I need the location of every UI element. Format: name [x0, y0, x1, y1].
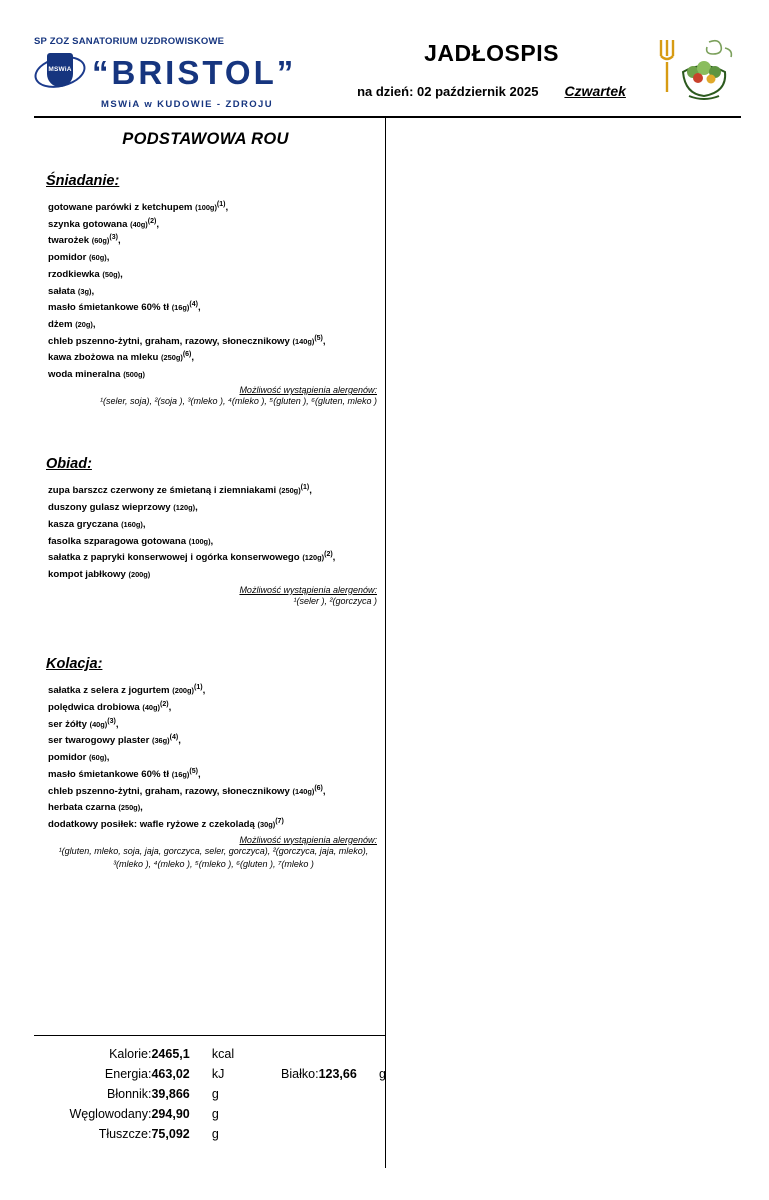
menu-item: woda mineralna (500g)	[48, 369, 145, 381]
brand-name: “BRISTOL”	[92, 53, 297, 91]
menu-column-right	[386, 118, 741, 1168]
menu-item: kasza gryczana (160g),	[48, 519, 146, 531]
nutrition-label-secondary	[251, 1124, 319, 1144]
title-block	[334, 28, 649, 99]
nutrition-table	[34, 1044, 386, 1144]
meal-title-kolacja: Kolacja:	[46, 656, 103, 673]
menu-column-left	[34, 118, 386, 1168]
table-row	[34, 1104, 386, 1124]
meal-block-obiad	[34, 456, 377, 608]
menu-item: pomidor (60g),	[48, 752, 110, 764]
nutrition-unit-secondary: g	[379, 1067, 386, 1081]
nutrition-label-secondary	[251, 1044, 319, 1064]
nutrition-unit: g	[211, 1127, 219, 1141]
nutrition-label: Tłuszcze:	[98, 1127, 152, 1141]
menu-item: ser żółty $(40g)^{(3)}$,	[48, 717, 119, 730]
nutrition-value: 39,866	[151, 1087, 190, 1101]
menu-item: pomidor (60g),	[48, 252, 110, 264]
menu-item: sałata (3g),	[48, 285, 95, 297]
menu-item: sałatka z papryki konserwowej i ogórka konserwowego $(120g)^{(2)}$,	[48, 551, 336, 564]
meal-items-obiad	[46, 482, 377, 582]
nutrition-value-secondary	[319, 1124, 379, 1144]
menu-item: dodatkowy posiłek: wafle ryżowe z czekoladą $(30g)^{(7)}$	[48, 817, 284, 831]
allergen-header-obiad: Możliwość wystąpienia alergenów:	[239, 584, 377, 595]
menu-item: polędwica drobiowa $(40g)^{(2)}$,	[48, 700, 172, 714]
nutrition-value-secondary	[319, 1084, 379, 1104]
diet-name: PODSTAWOWA ROU	[122, 130, 289, 148]
document-header	[0, 0, 769, 110]
page-title: JADŁOSPIS	[424, 40, 559, 66]
badge-label: MSWiA	[47, 53, 73, 87]
menu-item: dżem (20g),	[48, 319, 96, 331]
menu-item: gotowane parówki z ketchupem $(100g)^{(1)}$,	[48, 201, 229, 214]
menu-item: duszony gulasz wieprzowy (120g),	[48, 502, 198, 514]
table-row	[34, 1084, 386, 1104]
menu-date: na dzień: 02 październik 2025	[357, 84, 539, 99]
nutrition-unit: g	[211, 1107, 219, 1121]
nutrition-unit-secondary	[379, 1104, 386, 1124]
menu-item: kompot jabłkowy (200g)	[48, 569, 151, 581]
menu-item: rzodkiewka (50g),	[48, 269, 123, 281]
meal-block-kolacja	[34, 656, 377, 871]
nutrition-unit-secondary	[379, 1124, 386, 1144]
allergen-header-kolacja: Możliwość wystąpienia alergenów:	[239, 834, 377, 845]
meal-items-kolacja	[46, 682, 377, 832]
nutrition-label-secondary	[251, 1104, 319, 1124]
menu-item: chleb pszenno-żytni, graham, razowy, słonecznikowy $(140g)^{(5)}$,	[48, 334, 326, 347]
menu-item: herbata czarna (250g),	[48, 802, 143, 814]
nutrition-label: Węglowodany:	[69, 1107, 152, 1121]
meal-block-sniadanie	[34, 173, 377, 408]
table-row	[34, 1064, 386, 1084]
allergen-text-obiad: ¹(seler ), ²(gorczyca )	[293, 595, 377, 606]
menu-item: masło śmietankowe 60% tł $(16g)^{(5)}$,	[48, 767, 201, 780]
nutrition-label: Kalorie:	[109, 1047, 152, 1061]
meal-items-sniadanie	[46, 199, 377, 383]
menu-item: zupa barszcz czerwony ze śmietaną i ziemniakami $(250g)^{(1)}$,	[48, 484, 312, 497]
meal-title-obiad: Obiad:	[46, 456, 92, 473]
menu-item: kawa zbożowa na mleku $(250g)^{(6)}$,	[48, 351, 195, 364]
table-row	[34, 1044, 386, 1064]
institution-logo	[34, 28, 334, 110]
nutrition-unit: kcal	[211, 1047, 235, 1061]
menu-item: fasolka szparagowa gotowana (100g),	[48, 535, 214, 547]
nutrition-value: 75,092	[151, 1127, 190, 1141]
nutrition-label: Energia:	[104, 1067, 152, 1081]
meal-title-sniadanie: Śniadanie:	[46, 173, 120, 189]
nutrition-value-secondary: 123,66	[318, 1067, 357, 1081]
menu-item: twarożek $(60g)^{(3)}$,	[48, 234, 121, 247]
nutrition-value-secondary	[319, 1104, 379, 1124]
nutrition-label: Błonnik:	[107, 1087, 152, 1101]
sanatorium-badge-icon	[34, 47, 86, 99]
menu-item: chleb pszenno-żytni, graham, razowy, słonecznikowy $(140g)^{(6)}$,	[48, 784, 326, 797]
allergen-text-kolacja: ¹(gluten, mleko, soja, jaja, gorczyca, seler, gorczyca), ²(gorczyca, jaja, mleko), ³(mleko ), ⁴(mleko ), ⁵(mleko ), ⁶(gluten ), ⁷(mleko )	[58, 845, 369, 870]
nutrition-value: 294,90	[151, 1107, 190, 1121]
menu-content	[0, 118, 769, 1168]
nutrition-unit-secondary	[379, 1044, 386, 1064]
nutrition-value: 2465,1	[151, 1047, 190, 1061]
institution-name-line1: SP ZOZ SANATORIUM UZDROWISKOWE	[34, 36, 225, 47]
nutrition-label-secondary	[251, 1084, 319, 1104]
menu-item: masło śmietankowe 60% tł $(16g)^{(4)}$,	[48, 301, 201, 314]
nutrition-value-secondary	[319, 1044, 379, 1064]
cutlery-salad-icon	[649, 34, 741, 104]
institution-name-line3: MSWiA w KUDOWIE - ZDROJU	[101, 99, 273, 110]
nutrition-label-secondary: Białko:	[281, 1067, 319, 1081]
nutrition-value: 463,02	[151, 1067, 190, 1081]
menu-item: ser twarogowy plaster $(36g)^{(4)}$,	[48, 734, 181, 747]
nutrition-summary	[34, 1035, 386, 1144]
table-row	[34, 1124, 386, 1144]
allergen-header-sniadanie: Możliwość wystąpienia alergenów:	[239, 384, 377, 395]
nutrition-unit: g	[211, 1087, 219, 1101]
allergen-text-sniadanie: ¹(seler, soja), ²(soja ), ³(mleko ), ⁴(mleko ), ⁵(gluten ), ⁶(gluten, mleko )	[100, 395, 377, 406]
menu-item: sałatka z selera z jogurtem $(200g)^{(1)}$,	[48, 684, 206, 697]
menu-item: szynka gotowana $(40g)^{(2)}$,	[48, 217, 160, 230]
menu-weekday: Czwartek	[564, 83, 626, 99]
nutrition-unit: kJ	[211, 1067, 225, 1081]
nutrition-unit-secondary	[379, 1084, 386, 1104]
